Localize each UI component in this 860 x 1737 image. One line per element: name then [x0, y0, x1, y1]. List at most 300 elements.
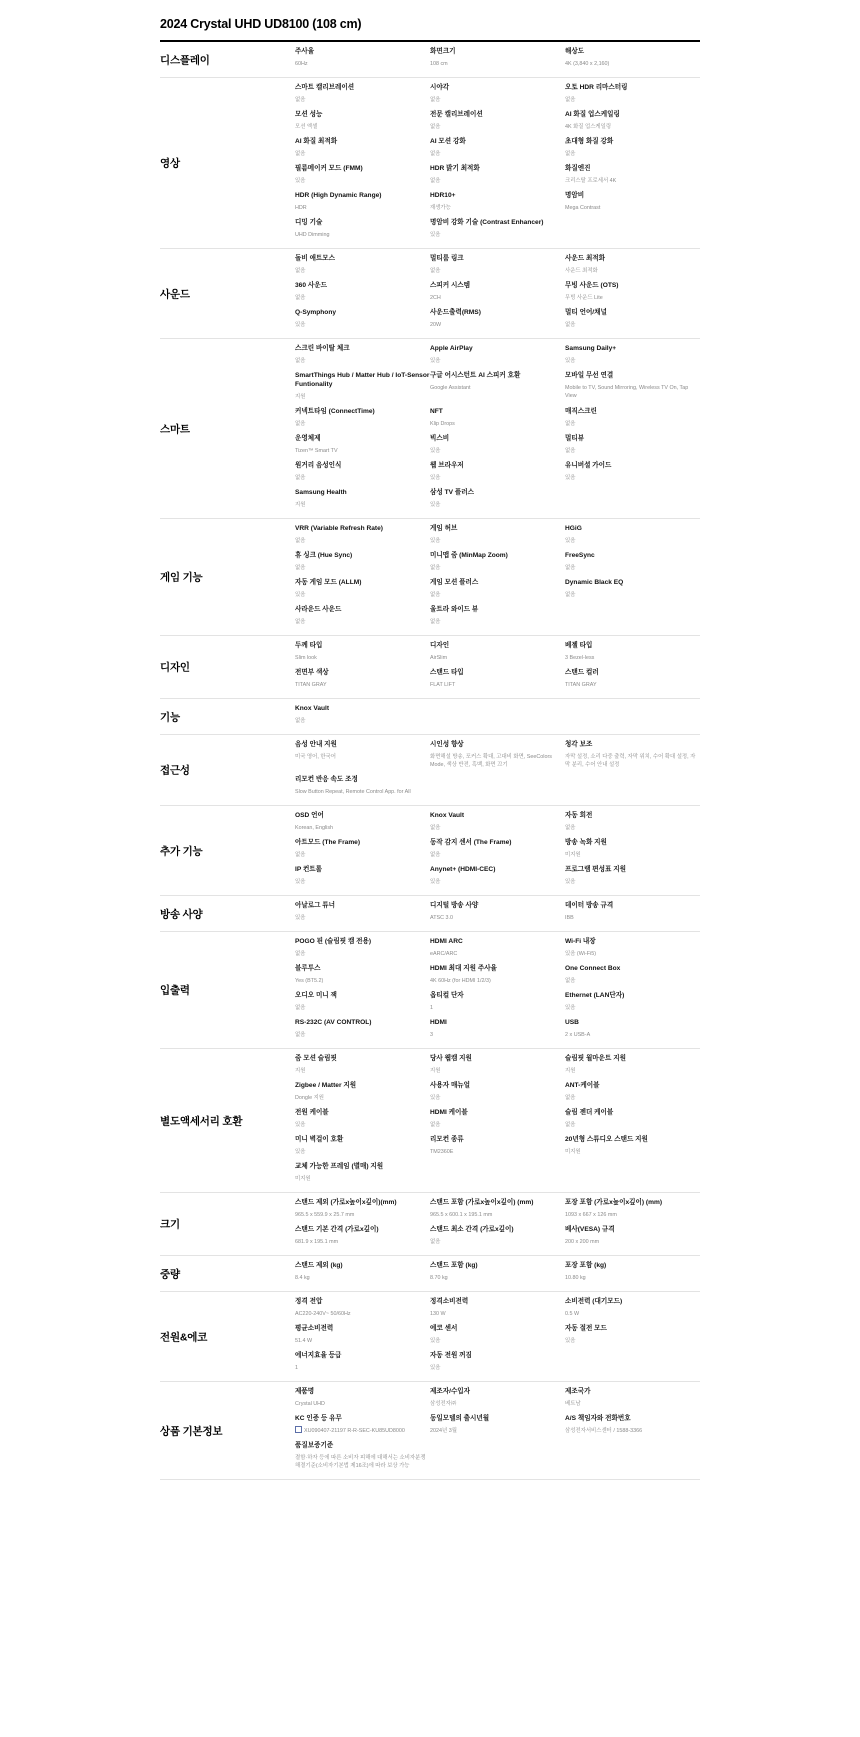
spec-item [295, 1135, 430, 1162]
spec-item-name: 줌 모션 슬림핏 [295, 1055, 337, 1062]
spec-item-value: TITAN GRAY [565, 682, 597, 688]
spec-item-value: 없음 [565, 322, 576, 328]
spec-item-name: 화면크기 [430, 48, 456, 55]
spec-item [430, 811, 565, 838]
spec-section [160, 519, 700, 636]
spec-item [565, 254, 700, 281]
spec-row [295, 865, 700, 892]
spec-row [295, 775, 700, 802]
section-body [295, 896, 700, 931]
spec-item [295, 964, 430, 991]
section-label: 방송 사양 [160, 908, 203, 920]
spec-row [295, 901, 700, 928]
spec-item-name: 미니맵 줌 (MinMap Zoom) [430, 552, 508, 559]
spec-item [295, 83, 430, 110]
spec-row [295, 1054, 700, 1081]
spec-item-name: AI 모션 강화 [430, 138, 466, 145]
spec-item-name: 명암비 [565, 192, 585, 199]
spec-item-value: 있음 [565, 358, 576, 364]
spec-item-value: 삼성전자서비스센터 / 1588-3366 [565, 1428, 643, 1434]
spec-item-name: 휴 싱크 (Hue Sync) [295, 552, 353, 559]
spec-item [295, 1108, 430, 1135]
spec-item-name: 베젤 타입 [565, 642, 593, 649]
spec-item [295, 191, 430, 218]
spec-item [430, 991, 565, 1018]
spec-item-value: 3 Bezel-less [565, 655, 595, 661]
spec-item-value: 있음 [430, 1338, 441, 1344]
spec-item-name: 오토 HDR 리마스터링 [565, 84, 628, 91]
spec-item-value: ATSC 3.0 [430, 915, 453, 921]
spec-item-name: Knox Vault [430, 812, 465, 819]
spec-item-value: 없음 [295, 538, 306, 544]
spec-item-name: 제품명 [295, 1388, 315, 1395]
spec-item-name: POGO 핀 (슬림핏 캠 전용) [295, 938, 372, 945]
spec-item-name: 자동 절전 모드 [565, 1325, 607, 1332]
spec-item-name: 전면부 색상 [295, 669, 329, 676]
spec-item-name: 스탠드 기본 간격 (가로x깊이) [295, 1226, 379, 1233]
spec-item [430, 191, 565, 218]
spec-item-name: 스탠드 최소 간격 (가로x깊이) [430, 1226, 514, 1233]
spec-item-name: 리모컨 종류 [430, 1136, 464, 1143]
spec-item [295, 1387, 430, 1414]
section-label: 기능 [160, 711, 180, 723]
spec-row [295, 137, 700, 164]
spec-item [565, 865, 700, 892]
spec-item-value: 20W [430, 322, 442, 328]
spec-item-value: 무빙 사운드 Lite [565, 295, 603, 301]
spec-item-name: 삼성 TV 플러스 [430, 489, 474, 496]
spec-row [295, 1351, 700, 1378]
spec-item [295, 605, 430, 632]
section-body [295, 636, 700, 698]
spec-item-name: 동작 감지 센서 (The Frame) [430, 839, 512, 846]
spec-item-name: VRR (Variable Refresh Rate) [295, 525, 383, 532]
spec-item [565, 1225, 700, 1252]
section-body [295, 932, 700, 1048]
spec-item-value: TITAN GRAY [295, 682, 327, 688]
spec-item [295, 838, 430, 865]
spec-item-value: 없음 [430, 825, 441, 831]
section-label: 영상 [160, 157, 180, 170]
spec-item-name: 구글 어시스턴트 AI 스피커 호환 [430, 372, 521, 379]
spec-row [295, 254, 700, 281]
spec-item-value: 없음 [430, 1122, 441, 1128]
spec-item-name: 웹 브라우저 [430, 462, 464, 469]
spec-item-value: FLAT LIFT [430, 682, 456, 688]
spec-item-value: 51.4 W [295, 1338, 313, 1344]
spec-item-value: 미지원 [565, 1149, 581, 1155]
spec-item-value: 있음 [295, 879, 306, 885]
spec-item [430, 641, 565, 668]
spec-item-name: 프로그램 편성표 지원 [565, 866, 626, 873]
spec-item [565, 110, 700, 137]
section-body [295, 1193, 700, 1255]
spec-item [565, 1414, 700, 1441]
spec-item [565, 964, 700, 991]
section-body [295, 1382, 700, 1479]
spec-item [565, 1081, 700, 1108]
spec-row [295, 578, 700, 605]
spec-item-value: 없음 [565, 448, 576, 454]
spec-item [295, 1054, 430, 1081]
spec-item [430, 865, 565, 892]
spec-item-name: 커넥트타임 (ConnectTime) [295, 408, 375, 415]
spec-item-name: 시야각 [430, 84, 450, 91]
spec-item-name: 스크린 바이탈 체크 [295, 345, 350, 352]
spec-item-value: 2 x USB-A [565, 1032, 591, 1038]
spec-item-name: 초대형 화질 강화 [565, 138, 614, 145]
spec-row [295, 1414, 700, 1441]
spec-item-value: Tizen™ Smart TV [295, 448, 338, 454]
spec-row [295, 551, 700, 578]
spec-row [295, 704, 700, 731]
section-label: 사운드 [160, 288, 190, 300]
spec-item-name: HGiG [565, 525, 582, 532]
spec-item [430, 110, 565, 137]
spec-item-name: 빅스비 [430, 435, 450, 442]
spec-item [565, 811, 700, 838]
spec-item [295, 1198, 430, 1225]
spec-item [565, 1297, 700, 1324]
spec-item-value: 있음 [295, 592, 306, 598]
spec-item [565, 281, 700, 308]
spec-row [295, 1324, 700, 1351]
spec-item-name: 멀티뷰 [565, 435, 585, 442]
spec-item [295, 488, 430, 515]
spec-item-value: 2CH [430, 295, 441, 301]
section-body [295, 1049, 700, 1192]
spec-item-value: 1 [430, 1005, 433, 1011]
spec-item-name: 멀티 언어/채널 [565, 309, 607, 316]
spec-item [565, 344, 700, 371]
spec-item [295, 1081, 430, 1108]
section-label: 별도액세서리 호환 [160, 1115, 243, 1127]
spec-item [430, 1225, 565, 1252]
spec-item-value: 있음 [565, 1005, 576, 1011]
spec-section [160, 249, 700, 339]
spec-item-name: 자동 회전 [565, 812, 593, 819]
spec-item [430, 1081, 565, 1108]
spec-item-value: 베트남 [565, 1401, 581, 1407]
spec-item-name: 주사율 [295, 48, 315, 55]
spec-item-name: SmartThings Hub / Matter Hub / IoT-Sensor Funtionality [295, 372, 430, 388]
spec-item-value: 있음 [565, 1338, 576, 1344]
spec-item-name: 명암비 강화 기술 (Contrast Enhancer) [430, 219, 544, 226]
spec-item-name: AI 화질 최적화 [295, 138, 338, 145]
spec-item-value: 없음 [295, 1032, 306, 1038]
spec-row [295, 1261, 700, 1288]
spec-item-name: 360 사운드 [295, 282, 327, 289]
spec-item-name: Knox Vault [295, 705, 330, 712]
spec-item-name: AI 화질 업스케일링 [565, 111, 620, 118]
certificate-icon[interactable] [295, 1426, 302, 1433]
spec-row [295, 641, 700, 668]
spec-item [295, 254, 430, 281]
spec-row [295, 811, 700, 838]
spec-item-value: 200 x 200 mm [565, 1239, 600, 1245]
spec-section [160, 1256, 700, 1292]
spec-item-name: 에코 센서 [430, 1325, 458, 1332]
spec-section [160, 699, 700, 735]
spec-item-value: 없음 [430, 97, 441, 103]
spec-item-value: 없음 [295, 718, 306, 724]
spec-item-name: 교체 가능한 프레임 (별매) 지원 [295, 1163, 384, 1170]
spec-item-value: 있음 [295, 1149, 306, 1155]
spec-item-name: 아날로그 튜너 [295, 902, 336, 909]
spec-row [295, 371, 700, 407]
spec-item [295, 1351, 430, 1378]
spec-item-value: 있음 [430, 475, 441, 481]
spec-item-value: 1093 x 667 x 126 mm [565, 1212, 617, 1218]
spec-row [295, 1225, 700, 1252]
spec-item [295, 218, 430, 245]
spec-item [565, 937, 700, 964]
spec-item [430, 605, 565, 632]
section-body [295, 806, 700, 895]
spec-row [295, 1108, 700, 1135]
spec-item-name: 두께 타입 [295, 642, 323, 649]
spec-item-value: Crystal UHD [295, 1401, 325, 1407]
spec-item-value: 없음 [295, 97, 306, 103]
spec-item-value: Yes (BT5.2) [295, 978, 324, 984]
spec-row [295, 47, 700, 74]
spec-row [295, 1081, 700, 1108]
spec-item-value: 없음 [430, 852, 441, 858]
spec-item [295, 1018, 430, 1045]
spec-item [565, 1324, 700, 1351]
spec-item [430, 1351, 565, 1378]
spec-item-value: 지원 [295, 1068, 306, 1074]
spec-item [295, 641, 430, 668]
section-label: 상품 기본정보 [160, 1425, 223, 1437]
spec-item-value: 없음 [295, 358, 306, 364]
spec-item [430, 461, 565, 488]
spec-item [295, 1441, 430, 1476]
spec-row [295, 83, 700, 110]
spec-item-value: 결함·하자 등에 따른 소비자 피해에 대해서는 소비자분쟁해결기준(소비자기본법 제16조)에 따라 보상 가능 [295, 1455, 426, 1469]
spec-item-name: 20년형 스튜디오 스탠드 지원 [565, 1136, 648, 1143]
spec-item-value: 965.5 x 559.9 x 25.7 mm [295, 1212, 355, 1218]
section-body [295, 42, 700, 77]
spec-item [430, 47, 565, 74]
page-title: 2024 Crystal UHD UD8100 (108 cm) [160, 17, 362, 31]
spec-item-name: 멀티룸 링크 [430, 255, 464, 262]
spec-item [430, 137, 565, 164]
spec-item-name: 자동 전원 꺼짐 [430, 1352, 472, 1359]
spec-item [295, 1261, 430, 1288]
spec-item [565, 740, 700, 775]
spec-item [565, 1054, 700, 1081]
spec-item-name: IP 컨트롤 [295, 866, 323, 873]
spec-row [295, 1135, 700, 1162]
spec-item [565, 524, 700, 551]
spec-item-name: RS-232C (AV CONTROL) [295, 1019, 372, 1026]
spec-section [160, 1292, 700, 1382]
spec-item-name: 디지털 방송 사양 [430, 902, 479, 909]
spec-item-name: 리모컨 반응 속도 조정 [295, 776, 358, 783]
spec-item [430, 838, 565, 865]
spec-item-name: Ethernet (LAN단자) [565, 992, 625, 999]
spec-item [565, 901, 700, 928]
spec-item-value: AC220-240V~ 50/60Hz [295, 1311, 351, 1317]
spec-item-name: 아트모드 (The Frame) [295, 839, 361, 846]
spec-item-value: UHD Dimming [295, 232, 330, 238]
spec-item-name: 정격소비전력 [430, 1298, 469, 1305]
spec-item [565, 308, 700, 335]
spec-row [295, 1162, 700, 1189]
spec-item-value: 있음 [565, 538, 576, 544]
spec-item [565, 1261, 700, 1288]
spec-item-value: AirSlim [430, 655, 448, 661]
section-label: 추가 기능 [160, 845, 203, 857]
spec-section [160, 1193, 700, 1256]
spec-item-name: 스탠드 포함 (kg) [430, 1262, 478, 1269]
spec-item [430, 1018, 565, 1045]
spec-item [430, 488, 565, 515]
spec-item-value: Slow Button Repeat, Remote Control App. for All [295, 789, 411, 795]
spec-item [430, 937, 565, 964]
spec-item-name: 무빙 사운드 (OTS) [565, 282, 619, 289]
spec-row [295, 191, 700, 218]
spec-item-name: 스탠드 컬러 [565, 669, 599, 676]
spec-item-name: 매직스크린 [565, 408, 597, 415]
spec-item-name: HDMI [430, 1019, 447, 1026]
spec-item-name: 음성 안내 지원 [295, 741, 337, 748]
section-label: 크기 [160, 1218, 180, 1231]
spec-item [565, 991, 700, 1018]
spec-item-name: 소비전력 (대기모드) [565, 1298, 623, 1305]
spec-item-value: 없음 [430, 619, 441, 625]
spec-item-value: 미국 영어, 한국어 [295, 754, 336, 760]
spec-row [295, 110, 700, 137]
spec-section [160, 1382, 700, 1480]
spec-item [430, 1414, 565, 1441]
spec-item-value: 없음 [565, 1095, 576, 1101]
spec-row [295, 461, 700, 488]
spec-item-name: Samsung Daily+ [565, 345, 617, 352]
spec-item-value: 지원 [430, 1068, 441, 1074]
spec-item-value: 없음 [430, 151, 441, 157]
spec-row [295, 1018, 700, 1045]
spec-item-name: 정격 전압 [295, 1298, 323, 1305]
spec-row [295, 281, 700, 308]
section-label: 게임 기능 [160, 571, 203, 584]
spec-item-name: 원거리 음성인식 [295, 462, 342, 469]
spec-item-name: 에너지효율 등급 [295, 1352, 342, 1359]
spec-item [295, 164, 430, 191]
spec-item-value: 없음 [295, 268, 306, 274]
spec-row [295, 740, 700, 775]
spec-section [160, 735, 700, 806]
spec-row [295, 434, 700, 461]
spec-item-name: Q-Symphony [295, 309, 337, 316]
section-body [295, 519, 700, 635]
spec-item [565, 838, 700, 865]
spec-row [295, 991, 700, 1018]
spec-item-value: 재생가능 [430, 205, 451, 211]
spec-item [565, 164, 700, 191]
spec-item-value: 지원 [295, 394, 306, 400]
spec-item [295, 461, 430, 488]
spec-item-value: 없음 [295, 295, 306, 301]
spec-item-name: 사라운드 사운드 [295, 606, 342, 613]
spec-item-value: eARC/ARC [430, 951, 458, 957]
spec-row [295, 1441, 700, 1476]
spec-item [295, 551, 430, 578]
spec-item [430, 901, 565, 928]
spec-section [160, 636, 700, 699]
spec-item [430, 1387, 565, 1414]
spec-item-value: Mega Contrast [565, 205, 601, 211]
spec-item [565, 83, 700, 110]
spec-item-name: ANT-케이블 [565, 1082, 600, 1089]
kc-number: XU090407-21197 R-R-SEC-KU85UD8000 [304, 1428, 405, 1434]
spec-item [565, 1018, 700, 1045]
spec-item-name: 모바일 무선 연결 [565, 372, 614, 379]
section-label: 전원&에코 [160, 1331, 208, 1343]
spec-item [565, 461, 700, 488]
section-body [295, 249, 700, 338]
spec-item-value: 있음 [430, 538, 441, 544]
spec-item-value: 있음 [430, 1095, 441, 1101]
spec-item-value: 없음 [565, 421, 576, 427]
spec-item-name: HDR (High Dynamic Range) [295, 192, 382, 199]
spec-item [295, 344, 430, 371]
spec-item-name: OSD 언어 [295, 812, 324, 819]
spec-item-name: 방송 녹화 지원 [565, 839, 607, 846]
spec-item-name: 전원 케이블 [295, 1109, 329, 1116]
spec-item-name: 돌비 애트모스 [295, 255, 336, 262]
spec-item [565, 1108, 700, 1135]
spec-item-value: 8.70 kg [430, 1275, 448, 1281]
spec-item-value: 없음 [430, 592, 441, 598]
spec-row [295, 308, 700, 335]
spec-item-value: 있음 [295, 322, 306, 328]
spec-item-name: 데이터 방송 규격 [565, 902, 614, 909]
spec-item-name: 스탠드 제외 (kg) [295, 1262, 343, 1269]
spec-item-value: 있음 [565, 879, 576, 885]
spec-item-value: 없음 [565, 1122, 576, 1128]
spec-item [295, 1225, 430, 1252]
section-label: 디스플레이 [160, 54, 210, 66]
spec-item [565, 668, 700, 695]
spec-item-name: 베사(VESA) 규격 [565, 1226, 615, 1233]
spec-item-value: 없음 [295, 151, 306, 157]
spec-item-value: 있음 [430, 358, 441, 364]
spec-item-name: 스마트 캘리브레이션 [295, 84, 355, 91]
spec-item-name: 오디오 미니 잭 [295, 992, 337, 999]
spec-item [430, 1297, 565, 1324]
spec-item [295, 1162, 430, 1189]
spec-section [160, 932, 700, 1049]
spec-item [565, 371, 700, 407]
section-body [295, 1256, 700, 1291]
section-body [295, 339, 700, 518]
spec-item-value: 없음 [565, 97, 576, 103]
spec-item-value: 없음 [295, 1005, 306, 1011]
spec-item-value: 60Hz [295, 61, 308, 67]
spec-item-name: 제조자/수입자 [430, 1388, 471, 1395]
spec-item-value: 있음 [295, 178, 306, 184]
spec-row [295, 1387, 700, 1414]
spec-item-name: HDR 밝기 최적화 [430, 165, 480, 172]
spec-row [295, 838, 700, 865]
spec-row [295, 218, 700, 245]
spec-item-name: 스탠드 제외 (가로x높이x깊이)(mm) [295, 1199, 397, 1206]
spec-item [565, 641, 700, 668]
spec-item-value: 있음 (Wi-Fi5) [565, 951, 597, 957]
spec-section [160, 78, 700, 249]
